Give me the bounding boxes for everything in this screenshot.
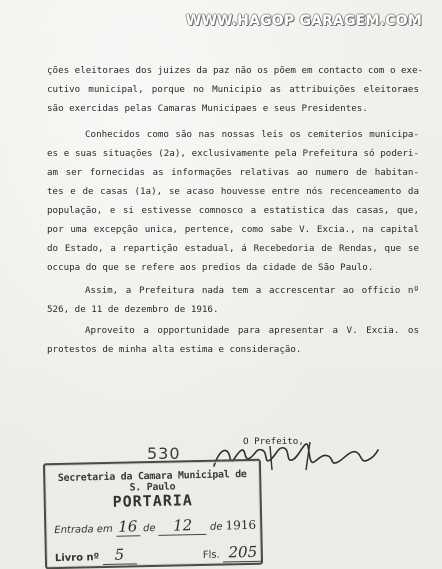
- text-line-9: por uma excepção unica, pertence, como sabe V. Excia., na capital: [47, 224, 419, 235]
- entrada-day: 16: [116, 517, 140, 536]
- text-line-1: ções eleitoraes dos juizes da paz não os põem em contacto com o exe-: [47, 65, 424, 76]
- text-line-14: Aproveito a opportunidade para apresentar a V. Excia. os: [85, 325, 419, 336]
- text-line-8: população, e si estivesse comnosco a estatistica das casas, que,: [47, 205, 419, 216]
- livro-value: 5: [102, 545, 136, 565]
- text-line-6: am ser fornecidas as informações relativas ao numero de habitan-: [47, 167, 419, 178]
- livro-label: Livro nº: [54, 552, 100, 565]
- entrada-label: Entrada em: [54, 523, 113, 537]
- text-line-15: protestos de minha alta estima e consideração.: [47, 344, 302, 355]
- text-line-4: Conhecidos como são nas nossas leis os cemiterios municipa-: [85, 129, 419, 140]
- text-line-10: do Estado, a repartição estadual, á Recebedoria de Rendas, que se: [47, 243, 419, 254]
- fls-label: Fls.: [202, 549, 220, 561]
- closing-label: O Prefeito,: [243, 436, 304, 447]
- text-line-3: são exercidas pelas Camaras Municipaes e seus Presidentes.: [47, 103, 368, 114]
- portaria-stamp: [43, 459, 263, 569]
- stamp-livro-line: [55, 543, 263, 566]
- text-line-7: tes e de casas (1a), se acaso houvesse entre nós recenceamento da: [47, 186, 419, 197]
- text-line-13: 526, de 11 de dezembro de 1916.: [47, 304, 219, 315]
- text-line-11: occupa do que se refere aos predios da cidade de São Paulo.: [47, 262, 374, 273]
- stamp-title: Secretaria da Camara Municipal de S. Paulo: [57, 469, 247, 494]
- text-line-5: es e suas situações (2a), exclusivamente pela Prefeitura só poderi-: [47, 148, 419, 159]
- fls-value: 205: [223, 543, 263, 563]
- entrada-month: 12: [158, 516, 206, 536]
- text-line-12: Assim, a Prefeitura nada tem a accrescentar ao officio nº: [85, 285, 419, 296]
- entrada-de-2: de: [209, 521, 223, 533]
- entrada-year: 1916: [225, 517, 257, 533]
- entrada-de-1: de: [142, 522, 156, 535]
- stamp-entrada-line: [54, 515, 256, 538]
- stamp-subtitle: PORTARIA: [112, 491, 194, 511]
- text-line-2: cutivo municipal, porque no Municipio as attribuições eleitoraes: [47, 84, 419, 95]
- handwritten-number: 530: [147, 444, 181, 463]
- watermark: WWW.HAGOP GARAGEM.COM: [185, 13, 422, 29]
